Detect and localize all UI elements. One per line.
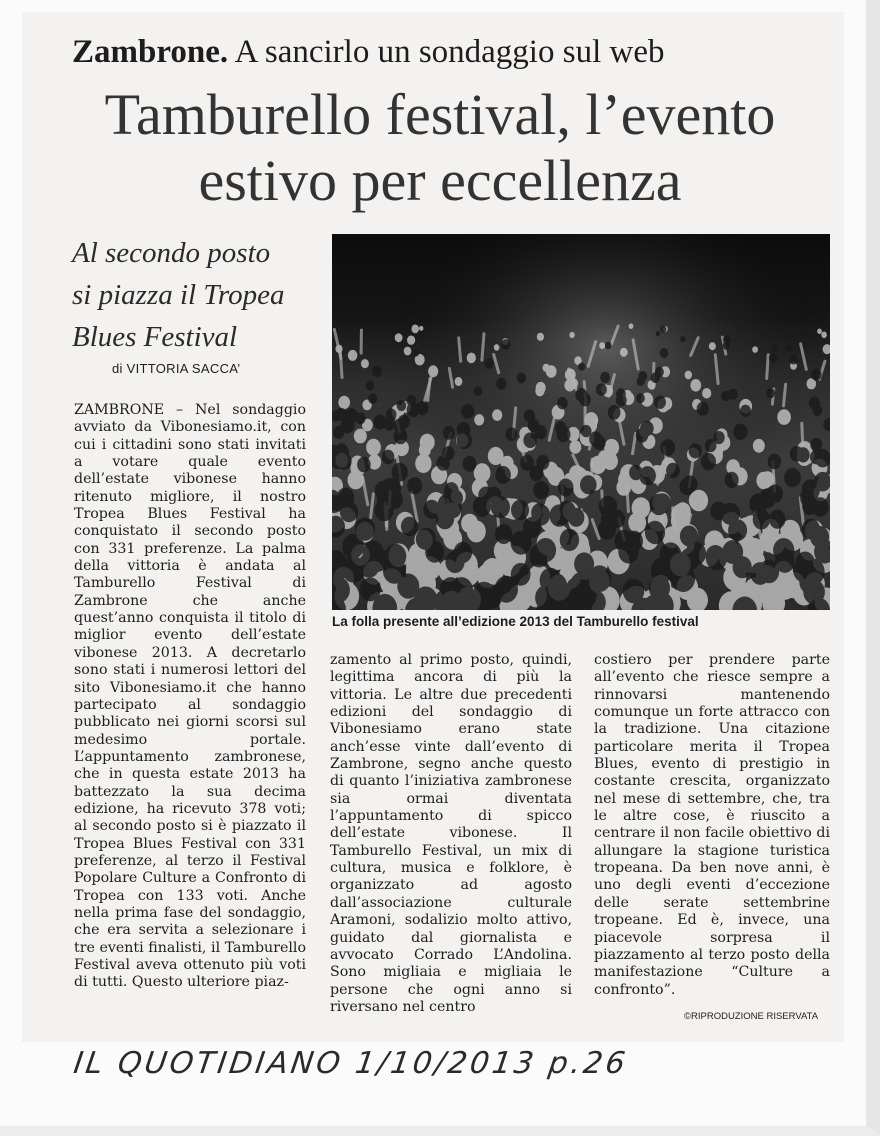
crowd-figure [710, 502, 726, 521]
crowd-figure [637, 377, 645, 386]
crowd-figure [722, 540, 743, 564]
crowd-figure [773, 538, 794, 562]
crowd-figure [629, 323, 634, 329]
crowd-figure [605, 342, 612, 350]
headline-line-1: Tamburello festival, l’evento [104, 82, 776, 147]
crowd-figure [366, 381, 375, 391]
crowd-figure [574, 552, 594, 575]
crowd-figure [777, 409, 791, 425]
crowd-figure [467, 353, 476, 364]
crowd-figure [382, 450, 395, 465]
raised-arm [802, 423, 803, 445]
crowd-figure [511, 563, 531, 586]
crowd-figure [639, 466, 656, 485]
crowd-figure [535, 425, 547, 439]
crowd-figure [511, 500, 529, 521]
crowd-figure [768, 454, 782, 470]
crowd-figure [357, 457, 371, 473]
crowd-figure [480, 584, 502, 609]
crowd-figure [398, 415, 410, 429]
crowd-figure [785, 344, 792, 352]
kicker-text: A sancirlo un sondaggio sul web [234, 34, 665, 70]
crowd-figure [656, 331, 661, 336]
crowd-figure [558, 479, 574, 497]
crowd-photo [332, 234, 830, 610]
crowd-figure [701, 453, 716, 470]
crowd-figure [793, 558, 815, 583]
crowd-figure [404, 347, 412, 356]
crowd-figure [685, 542, 706, 566]
crowd-figure [355, 326, 360, 332]
crowd-figure [666, 463, 680, 479]
crowd-figure [725, 472, 739, 488]
crowd-figure [728, 389, 738, 400]
crowd-figure [745, 538, 764, 560]
crowd-figure [442, 446, 455, 460]
crowd-figure [491, 496, 510, 518]
crowd-figure [608, 405, 621, 420]
crowd-figure [345, 408, 358, 423]
crowd-figure [506, 427, 518, 441]
crowd-figure [600, 372, 610, 383]
crowd-figure [790, 446, 804, 462]
crowd-figure [689, 490, 708, 512]
crowd-figure [413, 350, 419, 357]
crowd-figure [474, 386, 483, 396]
crowd-figure [558, 501, 576, 522]
crowd-figure [651, 557, 673, 583]
crowd-figure [759, 488, 776, 508]
crowd-figure [640, 421, 654, 437]
crowd-figure [492, 409, 502, 421]
subhead-line-3: Blues Festival [72, 321, 238, 353]
crowd-figure [651, 372, 660, 383]
crowd-figure [543, 364, 550, 372]
crowd-figure [789, 355, 798, 365]
crowd-figure [705, 439, 717, 452]
crowd-figure [569, 332, 574, 338]
crowd-figure [335, 408, 347, 421]
crowd-figure [474, 414, 484, 425]
crowd-figure [407, 477, 422, 494]
article-column-3 [594, 652, 830, 999]
crowd-figure [578, 363, 585, 371]
crowd-figure [354, 429, 367, 444]
crowd-figure [654, 493, 672, 513]
crowd-figure [372, 365, 382, 377]
raised-arm [767, 355, 769, 379]
crowd-figure [419, 326, 423, 331]
crowd-figure [425, 541, 444, 563]
crowd-figure [342, 534, 364, 559]
crowd-figure [740, 405, 751, 417]
column-3-text: costiero per prendere parte all’evento che riesce sempre a rinnovarsi mantenendo comunque un forte attracco con la tradizione. Una citazione particolare merita il Tropea Blues, evento di prestigio in costante crescita, organizzato nel mese di settembre, che, tra le altre cose, è riuscito a centrare il non facile obiettivo di allungare la stagione turistica tropeana. Da ben nove anni, è uno degli eventi d’eccezione delle serate settembrine tropeane. Ed è, invece, una piacevole sorpresa il piazzamento al terzo posto della manifestazione “Culture a confronto”. [594, 652, 830, 998]
crowd-figure [385, 489, 402, 509]
crowd-figure [495, 466, 511, 484]
crowd-figure [443, 426, 455, 440]
crowd-figure [529, 465, 543, 481]
kicker-place: Zambrone. [72, 34, 229, 70]
crowd-figure [809, 397, 820, 410]
raised-arm [459, 338, 461, 361]
raised-arm [627, 485, 629, 512]
photo-caption: La folla presente all’edizione 2013 del Tamburello festival [332, 614, 699, 629]
crowd-figure [394, 429, 408, 445]
crowd-figure [407, 402, 420, 417]
crowd-figure [660, 325, 666, 332]
crowd-figure [457, 432, 472, 449]
crowd-figure [348, 350, 358, 361]
column-1-text: ZAMBRONE – Nel sondaggio avviato da Vibonesiamo.it, con cui i cittadini sono stati invitati a votare quale evento dell’estate vibonese hanno ritenuto migliore, il nostro Tropea Blues Festival ha conquistato il secondo posto con 331 preferenze. La palma della vittoria è andata al Tamburello Festival di Zambrone che anche quest’anno conquista il titolo di miglior evento dell’estate vibonese 2013. A decretarlo sono stati i numerosi lettori del sito Vibonesiamo.it che hanno partecipato al sondaggio pubblicato nei giorni scorsi sul medesimo portale. L’appuntamento zambronese, che in questa estate 2013 ha battezzato la sua decima edizione, ha ricevuto 378 voti; al secondo posto si è piazzato il Tropea Blues Festival con 331 preferenze, al terzo il Festival Popolare Culture a Confronto di Tropea con 133 voti. Anche nella prima fase del sondaggio, che era servita a selezionare i tre eventi finalisti, il Tamburello Festival aveva ottenuto più voti di tutti. Questo ulteriore piaz- [74, 402, 306, 991]
crowd-figure [769, 353, 778, 363]
crowd-figure [428, 365, 438, 377]
crowd-figure [772, 345, 779, 353]
crowd-figure [821, 332, 827, 339]
crowd-figure [529, 545, 549, 568]
crowd-figure [340, 501, 358, 522]
crowd-figure [361, 359, 369, 368]
crowd-figure [555, 421, 566, 434]
crowd-photo-graphic [332, 234, 830, 610]
crowd-figure [690, 379, 701, 392]
crowd-figure [488, 447, 504, 465]
copyright-notice: ©RIPRODUZIONE RISERVATA [684, 1011, 819, 1022]
crowd-figure [723, 335, 731, 344]
raised-arm [340, 349, 342, 377]
crowd-figure [338, 396, 350, 409]
crowd-figure [645, 521, 665, 544]
crowd-figure [794, 325, 800, 332]
crowd-figure [501, 339, 510, 350]
crowd-figure [810, 450, 822, 464]
crowd-figure [817, 329, 822, 335]
crowd-figure [766, 388, 775, 398]
article-subhead [72, 232, 322, 358]
crowd-figure [517, 373, 526, 384]
crowd-figure [660, 348, 669, 358]
crowd-figure [680, 336, 685, 342]
crowd-figure [461, 404, 474, 419]
crowd-figure [623, 579, 644, 604]
crowd-figure [495, 524, 512, 544]
crowd-figure [467, 520, 486, 542]
crowd-figure [533, 481, 549, 499]
crowd-figure [455, 377, 463, 386]
crowd-figure [385, 544, 407, 569]
crowd-figure [537, 333, 544, 341]
crowd-figure [660, 439, 675, 456]
crowd-figure [685, 371, 692, 380]
article-column-2 [330, 652, 572, 1016]
crowd-figure [625, 531, 643, 552]
crowd-figure [636, 393, 645, 403]
article-column-1 [74, 402, 306, 992]
crowd-figure [511, 531, 532, 555]
crowd-figure [401, 517, 418, 537]
crowd-figure [733, 424, 747, 441]
handwritten-source-note: IL QUOTIDIANO 1/10/2013 p.26 [71, 1046, 631, 1081]
crowd-figure [524, 409, 535, 422]
article-kicker [72, 30, 842, 74]
crowd-figure [802, 324, 807, 330]
crowd-figure [579, 393, 591, 406]
crowd-figure [384, 418, 395, 430]
headline-line-2: estivo per eccellenza [198, 148, 682, 213]
crowd-figure [557, 397, 568, 409]
crowd-figure [689, 443, 702, 458]
crowd-figure [811, 369, 821, 381]
crowd-figure [560, 529, 579, 551]
crowd-figure [709, 342, 716, 350]
crowd-figure [620, 348, 628, 357]
crowd-figure [392, 463, 408, 482]
crowd-figure [769, 510, 785, 529]
crowd-figure [589, 431, 602, 446]
crowd-figure [581, 425, 592, 437]
crowd-figure [702, 388, 711, 399]
crowd-figure [415, 454, 431, 473]
crowd-figure [580, 475, 597, 494]
crowd-figure [752, 346, 758, 353]
crowd-figure [566, 577, 589, 603]
crowd-figure [496, 378, 506, 390]
crowd-figure [654, 396, 666, 409]
crowd-figure [463, 456, 477, 472]
crowd-figure [363, 541, 384, 565]
crowd-figure [616, 388, 626, 399]
raised-arm [482, 334, 484, 360]
crowd-figure [395, 333, 403, 342]
crowd-figure [473, 496, 491, 517]
crowd-figure [706, 545, 725, 567]
crowd-figure [368, 393, 377, 404]
crowd-figure [598, 519, 616, 540]
subhead-line-2: si piazza il Tropea [72, 279, 285, 311]
crowd-figure [800, 487, 818, 508]
crowd-figure [366, 439, 381, 456]
crowd-figure [444, 482, 459, 499]
column-2-text: zamento al primo posto, quindi, legittima ancora di più la vittoria. Le altre due precedenti edizioni del sondaggio di Vibonesiamo erano state anch’esse vinte dall’evento di Zambrone, segno anche questo di quanto l’iniziativa zambronese sia ormai diventata l’appuntamento di spicco dell’estate vibonese. Il Tamburello Festival, un mix di cultura, musica e folklore, è organizzato ad agosto dall’associazione culturale Aramoni, sodalizio molto attivo, guidato dal giornalista e avvocato Corrado L’Andolina. Sono migliaia e migliaia le persone che ogni anno si riversano nel centro [330, 652, 572, 1015]
crowd-figure [599, 342, 605, 349]
article-headline [40, 82, 840, 214]
crowd-figure [753, 439, 765, 453]
crowd-figure [628, 512, 646, 533]
crowd-figure [484, 358, 493, 369]
byline: di VITTORIA SACCA’ [112, 361, 241, 376]
crowd-figure [494, 344, 500, 351]
crowd-figure [784, 468, 801, 487]
raised-arm [784, 384, 786, 406]
crowd-figure [682, 475, 697, 492]
crowd-figure [411, 325, 419, 334]
crowd-figure [697, 402, 709, 416]
crowd-figure [596, 383, 607, 396]
crowd-figure [759, 560, 780, 584]
crowd-figure [407, 336, 415, 345]
subhead-line-1: Al secondo posto [72, 237, 271, 269]
crowd-figure [535, 386, 544, 397]
crowd-figure [454, 542, 472, 563]
crowd-figure [420, 434, 435, 451]
crowd-figure [570, 440, 582, 454]
crowd-figure [397, 400, 407, 411]
